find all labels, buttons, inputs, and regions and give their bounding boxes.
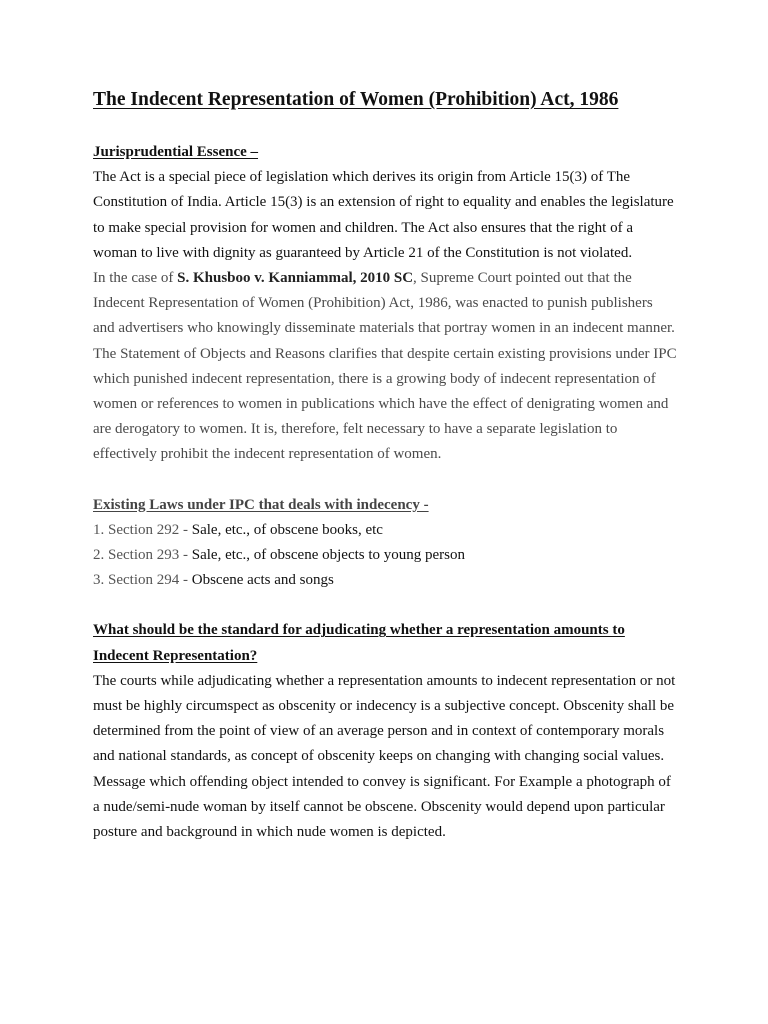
paragraph-act-origin: The Act is a special piece of legislation which derives its origin from Article 15(3) of The Constitution of India. Article 15(3) is an extension of right to equality and enables the legislature to make special provision for women and children. The Act also ensures that the right of a woman to live with dignity as guaranteed by Article 21 of the Constitution is not violated. <box>93 169 674 261</box>
section-number: 3. Section 294 - <box>93 572 192 589</box>
section-heading-existing-laws: Existing Laws under IPC that deals with indecency - <box>93 496 429 513</box>
section-description: Sale, etc., of obscene books, etc <box>191 521 383 538</box>
spacer <box>93 468 678 493</box>
case-citation: S. Khusboo v. Kanniammal, 2010 SC <box>177 270 414 287</box>
section-number: 2. Section 293 - <box>93 547 192 564</box>
list-item-section-292 <box>93 518 678 543</box>
section-number: 1. Section 292 - <box>93 521 192 538</box>
document-title: The Indecent Representation of Women (Prohibition) Act, 1986 <box>93 89 619 110</box>
section-jurisprudential-essence <box>93 140 678 468</box>
paragraph-obscenity-standard: The courts while adjudicating whether a representation amounts to indecent representation or not must be highly circumspect as obscenity or indecency is a subjective concept. Obscenity shall be determined from the point of view of an average person and in context of contemporary morals and national standards, as concept of obscenity keeps on changing with changing social values. Message which offending object intended to convey is significant. For Example a photograph of a nude/semi-nude woman by itself cannot be obscene. Obscenity would depend upon particular posture and background in which nude women is depicted. <box>93 672 676 841</box>
case-summary-text: , Supreme Court pointed out that the Indecent Representation of Women (Prohibition) Act, 1986, was enacted to punish publishers and advertisers who knowingly disseminate materials that portray women in an indecent manner. <box>93 270 675 337</box>
paragraph-khusboo-case <box>93 266 678 342</box>
section-heading-adjudication-standard: What should be the standard for adjudicating whether a representation amounts to Indecent Representation? <box>93 622 625 664</box>
paragraph-objects-and-reasons: The Statement of Objects and Reasons clarifies that despite certain existing provisions under IPC which punished indecent representation, there is a growing body of indecent representation of women or references to women in publications which have the effect of denigrating women and are derogatory to women. It is, therefore, felt necessary to have a separate legislation to effectively prohibit the indecent representation of women. <box>93 345 677 463</box>
document-body <box>93 86 678 845</box>
list-item-section-294 <box>93 568 678 593</box>
spacer <box>93 593 678 618</box>
section-adjudication-standard <box>93 618 678 845</box>
section-description: Sale, etc., of obscene objects to young person <box>191 547 466 564</box>
section-description: Obscene acts and songs <box>191 572 334 589</box>
section-existing-laws <box>93 493 678 594</box>
case-intro-text: In the case of <box>93 270 178 287</box>
section-heading-jurisprudential-essence: Jurisprudential Essence – <box>93 144 259 160</box>
list-item-section-293 <box>93 543 678 568</box>
